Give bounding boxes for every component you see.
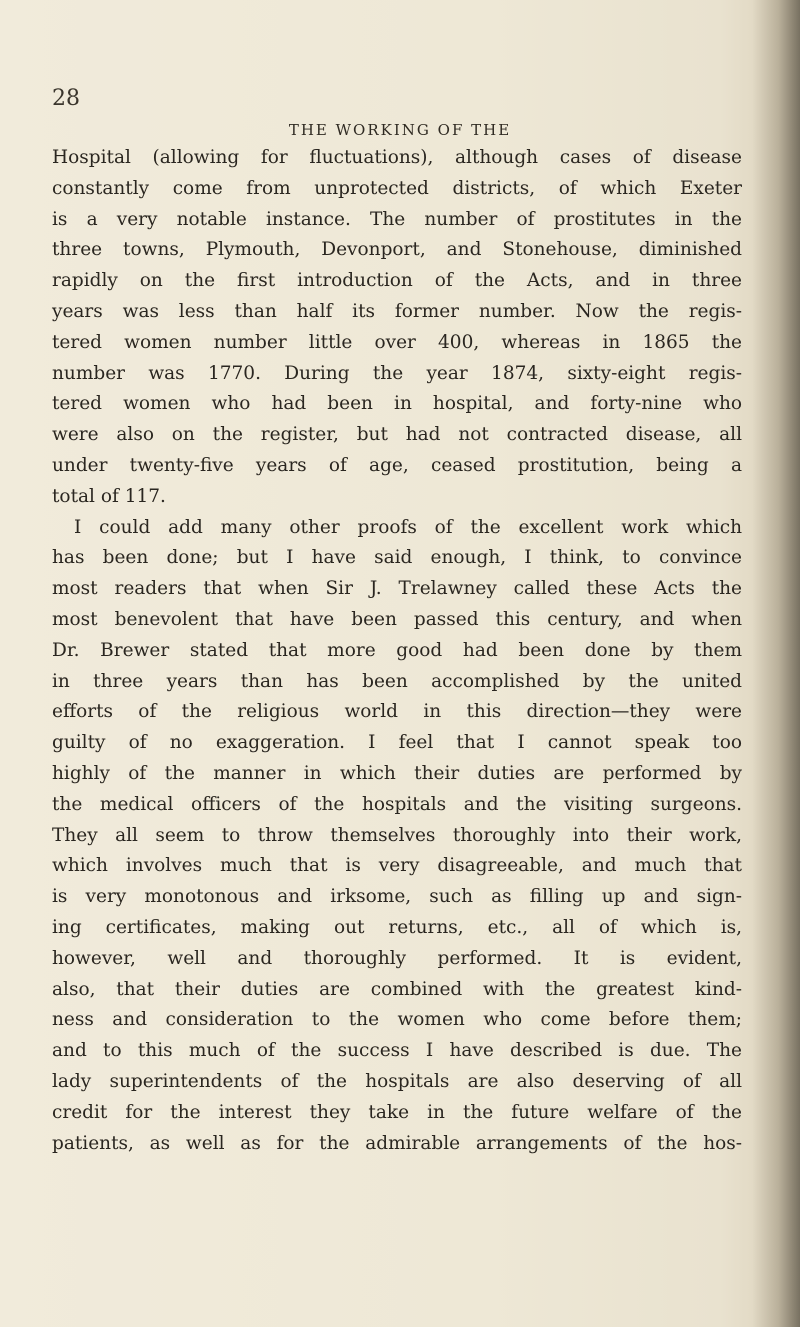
text-line: were also on the register, but had not contracted disease, all [52, 424, 742, 446]
text-line: three towns, Plymouth, Devonport, and Stonehouse, diminished [52, 239, 742, 261]
text-line: guilty of no exaggeration. I feel that I cannot speak too [52, 732, 742, 754]
text-line: under twenty-five years of age, ceased prostitution, being a [52, 454, 742, 476]
text-line: ness and consideration to the women who come before them; [52, 1009, 742, 1031]
text-line: and to this much of the success I have described is due. The [52, 1040, 742, 1062]
text-line: highly of the manner in which their duties are performed by [52, 762, 742, 784]
page-number: 28 [52, 86, 80, 111]
running-head: THE WORKING OF THE [288, 121, 512, 139]
text-line: number was 1770. During the year 1874, sixty-eight regis- [52, 362, 742, 384]
text-line: total of 117. [52, 485, 166, 507]
paragraph-2 [52, 513, 742, 1160]
text-line: however, well and thoroughly performed. It is evident, [52, 947, 742, 969]
page-edge-shadow [752, 0, 800, 1327]
text-line: tered women who had been in hospital, and forty-nine who [52, 393, 742, 415]
text-line: in three years than has been accomplished by the united [52, 670, 742, 692]
body-text [52, 143, 742, 1159]
text-line: years was less than half its former number. Now the regis- [52, 300, 742, 322]
text-line: They all seem to throw themselves thoroughly into their work, [52, 824, 742, 846]
text-line: the medical officers of the hospitals and the visiting surgeons. [52, 793, 742, 815]
text-line: has been done; but I have said enough, I think, to convince [52, 547, 742, 569]
text-line: I could add many other proofs of the excellent work which [74, 516, 742, 538]
text-line: which involves much that is very disagreeable, and much that [52, 855, 742, 877]
text-line: patients, as well as for the admirable arrangements of the hos- [52, 1132, 742, 1154]
text-line: is very monotonous and irksome, such as filling up and sign- [52, 886, 742, 908]
text-line: is a very notable instance. The number of prostitutes in the [52, 208, 742, 230]
text-line: credit for the interest they take in the future welfare of the [52, 1101, 742, 1123]
text-line: rapidly on the first introduction of the Acts, and in three [52, 270, 742, 292]
text-line: ing certificates, making out returns, etc., all of which is, [52, 916, 742, 938]
text-line: most benevolent that have been passed this century, and when [52, 608, 742, 630]
text-line: Hospital (allowing for fluctuations), although cases of disease [52, 147, 742, 168]
paragraph-1 [52, 143, 742, 513]
text-line: lady superintendents of the hospitals are also deserving of all [52, 1070, 742, 1092]
text-line: most readers that when Sir J. Trelawney called these Acts the [52, 578, 742, 600]
text-line: Dr. Brewer stated that more good had been done by them [52, 639, 742, 661]
text-line: tered women number little over 400, whereas in 1865 the [52, 331, 742, 353]
text-line: constantly come from unprotected districts, of which Exeter [52, 177, 742, 199]
text-line: also, that their duties are combined with the greatest kind- [52, 978, 742, 1000]
text-line: efforts of the religious world in this direction—they were [52, 701, 742, 723]
